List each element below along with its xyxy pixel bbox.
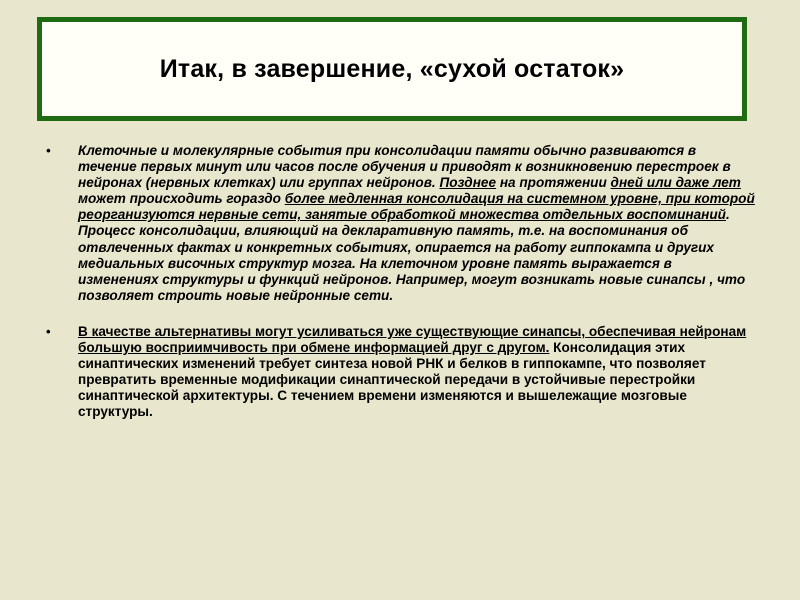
bullet-1-system-consolidation: более медленная консолидация на системном уровне, при которой реорганизуются нервные сети, занятые обработкой множества отдельных воспоминаний [78,191,755,223]
bullet-item-1 [44,143,756,304]
slide-title: Итак, в завершение, «сухой остаток» [159,54,625,83]
slide-title-box [37,17,747,121]
bullet-1-days-years: дней или даже лет [610,175,741,191]
bullet-2-text: Консолидация этих синаптических изменений требует синтеза новой РНК и белков в гиппокампе, что позволяет превратить временные модификации синаптической передачи в устойчивые перестройки синаптической архитектуры. С течением времени изменяются и вышележащие мозговые структуры. [78,340,706,420]
bullet-item-2 [44,324,756,421]
bullet-dot-icon: • [46,143,51,158]
bullet-2-alternative: В качестве альтернативы могут усиливаться уже существующие синапсы, обеспечивая нейронам большую восприимчивость при обмене информацией друг с другом. [78,323,747,356]
bullet-1-text: Клеточные и молекулярные события при консолидации памяти обычно развиваются в течение первых минут или часов после обучения и приводят к возникновению перестроек в нейронах (нервных клетках) или группах нейронов. [78,143,731,191]
bullet-1-text-4: . Процесс консолидации, влияющий на декларативную память, т.е. на воспоминания об отвлеченных фактах и конкретных событиях, опирается на работу гиппокампа и других медиальных височных структур мозга. На клеточном уровне память выражается в изменениях структуры и функций нейронов. Например, могут возникать новые синапсы , что позволяет строить новые нейронные сети. [78,207,746,303]
bullet-1-text-2: на протяжении [496,175,611,191]
bullet-1-text-3: может происходить гораздо [78,191,285,207]
slide-content [44,143,756,421]
bullet-1-later: Позднее [439,175,497,191]
bullet-dot-icon: • [46,323,51,339]
